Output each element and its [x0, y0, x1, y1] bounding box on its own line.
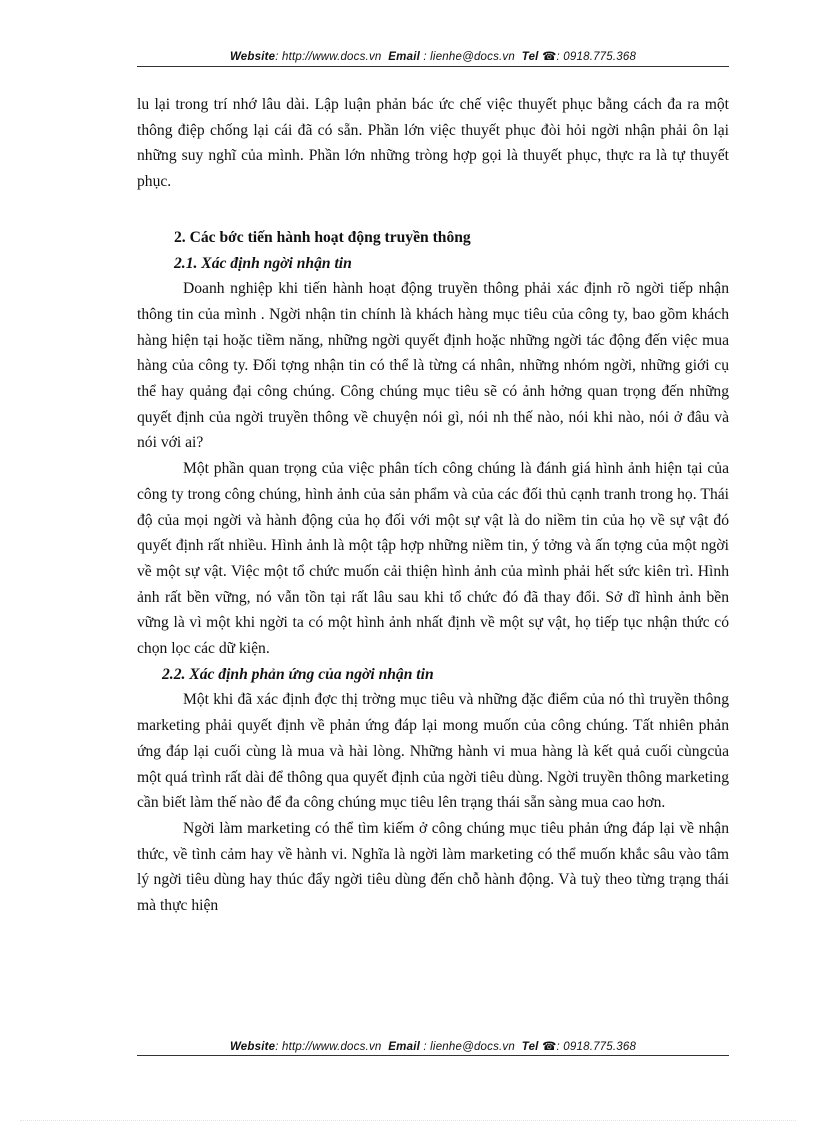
paragraph-3: Một phần quan trọng của việc phân tích công chúng là đánh giá hình ảnh hiện tại của công ty trong công chúng, hình ảnh của sản phẩm và của các đối thủ cạnh tranh trong họ. Thái độ của mọi ngời và hành động của họ đối với một sự vật là do niềm tin của họ về sự vật đó quyết định rất nhiều. Hình ảnh là một tập hợp những niềm tin, ý tởng và ấn tợng của một ngời về một sự vật. Việc một tổ chức muốn cải thiện hình ảnh của mình phải hết sức kiên trì. Hình ảnh rất bền vững, nó vẫn tồn tại rất lâu sau khi tổ chức đó đã thay đổi. Sở dĩ hình ảnh bền vững là vì một khi ngời ta có một hình ảnh nhất định về một sự vật, họ tiếp tục nhận thức có chọn lọc các dữ kiện.: [137, 460, 729, 658]
footer-divider: [137, 1055, 729, 1056]
paragraph-5: Ngời làm marketing có thể tìm kiếm ở công chúng mục tiêu phản ứng đáp lại về nhận thức, về tình cảm hay về hành vi. Nghĩa là ngời làm marketing có thể muốn khắc sâu vào tâm lý ngời tiêu dùng hay thúc đẩy ngời tiêu dùng đến chỗ hành động. Và tuỳ theo từng trạng thái mà thực hiện: [137, 819, 729, 915]
page-edge-dotted-line: [20, 1120, 796, 1121]
header-email: : lienhe@docs.vn: [423, 51, 515, 63]
header-phone: : 0918.775.368: [556, 51, 637, 63]
footer-email-label: Email: [388, 1041, 420, 1053]
header-website-label: Website: [229, 51, 276, 63]
footer-email: : lienhe@docs.vn: [423, 1041, 515, 1053]
footer-tel-label: Tel: [521, 1041, 539, 1053]
section-heading-2: 2. Các bớc tiến hành hoạt động truyền thông: [174, 228, 471, 246]
paragraph-1: lu lại trong trí nhớ lâu dài. Lập luận phản bác ức chế việc thuyết phục bằng cách đa ra một thông điệp chống lại cái đã có sẵn. Phần lớn việc thuyết phục đòi hỏi ngời nhận phải ôn lại những suy nghĩ của mình. Phần lớn những tròng hợp gọi là thuyết phục, thực ra là tự thuyết phục.: [137, 96, 729, 191]
phone-icon: ☎: [541, 51, 557, 63]
header-website-url: : http://www.docs.vn: [275, 51, 382, 63]
footer-website-url: : http://www.docs.vn: [275, 1041, 382, 1053]
footer-website-label: Website: [229, 1041, 276, 1053]
header-email-label: Email: [388, 51, 420, 63]
paragraph-4: Một khi đã xác định đợc thị trờng mục tiêu và những đặc điểm của nó thì truyền thông marketing phải quyết định về phản ứng đáp lại mong muốn của công chúng. Tất nhiên phản ứng đáp lại cuối cùng là mua và hài lòng. Những hành vi mua hàng là kết quả cuối cùngcủa một quá trình rất dài để thông qua quyết định của ngời tiêu dùng. Ngời truyền thông marketing cần biết làm thế nào để đa công chúng mục tiêu lên trạng thái sẵn sàng mua cao hơn.: [137, 691, 729, 812]
paragraph-2: Doanh nghiệp khi tiến hành hoạt động truyền thông phải xác định rõ ngời tiếp nhận thông tin của mình . Ngời nhận tin chính là khách hàng mục tiêu của công ty, bao gồm khách hàng hiện tại hoặc tiềm năng, những ngời quyết định hoặc những ngời tác động đến việc mua hàng của công ty. Đối tợng nhận tin có thể là từng cá nhân, những nhóm ngời, những giới cụ thể hay quảng đại công chúng. Công chúng mục tiêu sẽ có ảnh hởng quan trọng đến những quyết định của ngời truyền thông về chuyện nói gì, nói nh thế nào, nói khi nào, nói ở đâu và nói với ai?: [137, 280, 729, 452]
header-divider: [137, 66, 729, 67]
subsection-heading-2-1: 2.1. Xác định ngời nhận tin: [174, 254, 352, 272]
subsection-heading-2-2: 2.2. Xác định phản ứng của ngời nhận tin: [162, 665, 434, 683]
phone-icon: ☎: [541, 1041, 557, 1053]
header-tel-label: Tel: [521, 51, 539, 63]
page-header: [137, 49, 729, 63]
page-footer: [137, 1039, 729, 1053]
footer-phone: : 0918.775.368: [556, 1041, 637, 1053]
document-body: [137, 92, 729, 919]
